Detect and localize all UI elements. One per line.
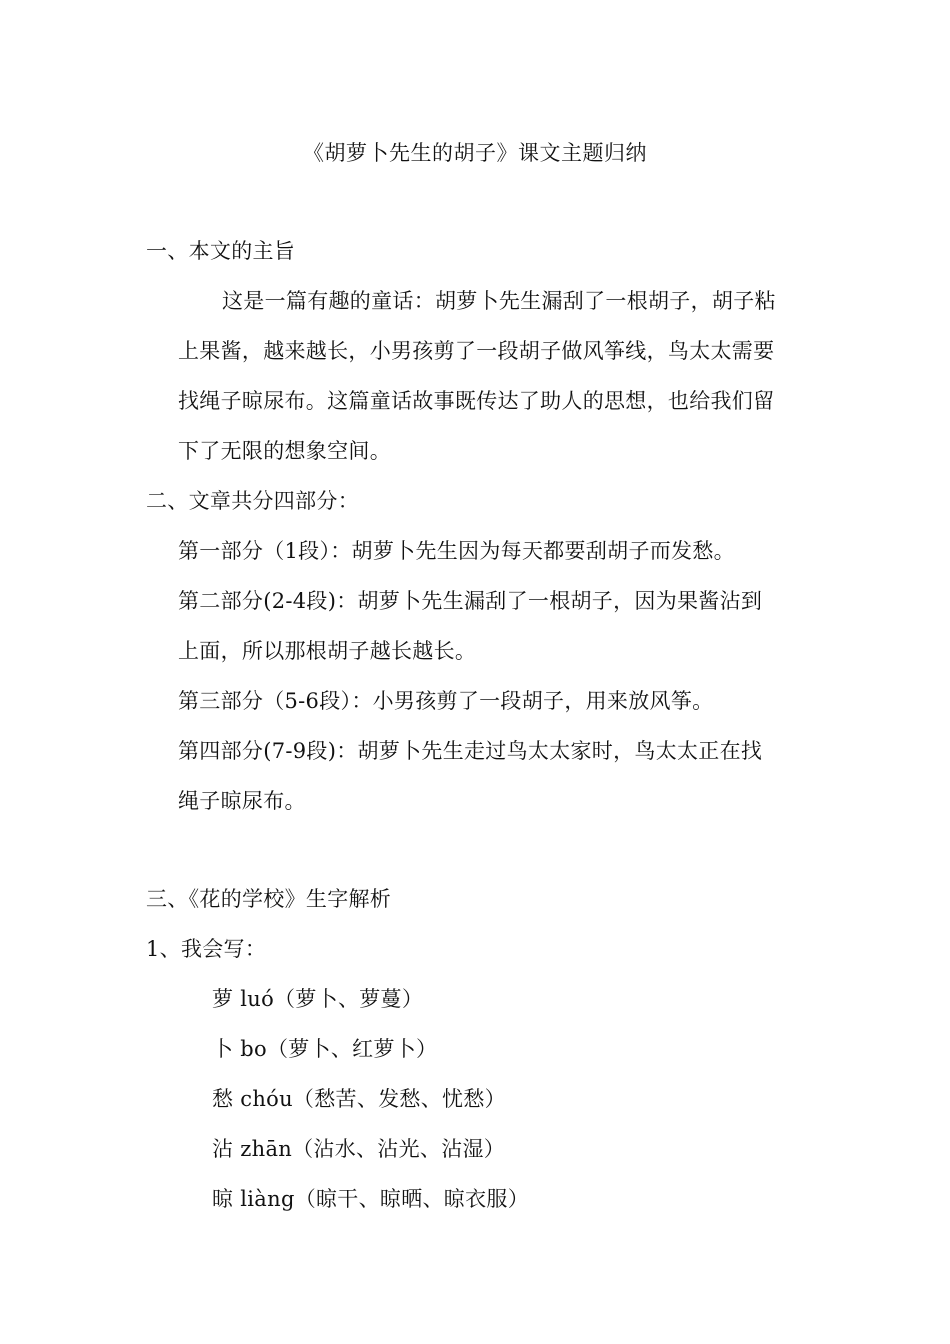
character-entry: 萝 luó（萝卜、萝蔓） [212, 987, 424, 1011]
character-entry: 愁 chóu（愁苦、发愁、忧愁） [212, 1087, 506, 1111]
section-heading-parts: 二、文章共分四部分： [146, 489, 359, 513]
paragraph-line: 上果酱，越来越长，小男孩剪了一段胡子做风筝线，鸟太太需要 [178, 339, 775, 363]
character-entry: 卜 bo（萝卜、红萝卜） [212, 1037, 438, 1061]
part-line: 第四部分(7-9段)：胡萝卜先生走过鸟太太家时，鸟太太正在找 [178, 739, 763, 763]
subheading-i-can-write: 1、我会写： [146, 937, 267, 961]
part-line: 第二部分(2-4段)：胡萝卜先生漏刮了一根胡子，因为果酱沾到 [178, 589, 763, 613]
section-heading-characters: 三、《花的学校》生字解析 [146, 887, 392, 911]
character-entry: 晾 liàng（晾干、晾晒、晾衣服） [212, 1187, 529, 1211]
part-line: 第一部分（1段）：胡萝卜先生因为每天都要刮胡子而发愁。 [178, 539, 735, 563]
part-line: 第三部分（5-6段）：小男孩剪了一段胡子，用来放风筝。 [178, 689, 714, 713]
character-entry: 沾 zhān（沾水、沾光、沾湿） [212, 1137, 506, 1161]
part-line: 上面，所以那根胡子越长越长。 [178, 639, 477, 663]
paragraph-line: 找绳子晾尿布。这篇童话故事既传达了助人的思想，也给我们留 [178, 389, 775, 413]
paragraph-line: 这是一篇有趣的童话：胡萝卜先生漏刮了一根胡子，胡子粘 [222, 289, 776, 313]
paragraph-line: 下了无限的想象空间。 [178, 439, 391, 463]
document-title: 《胡萝卜先生的胡子》课文主题归纳 [303, 141, 647, 165]
part-line: 绳子晾尿布。 [178, 789, 306, 813]
section-heading-main-idea: 一、本文的主旨 [146, 239, 296, 263]
